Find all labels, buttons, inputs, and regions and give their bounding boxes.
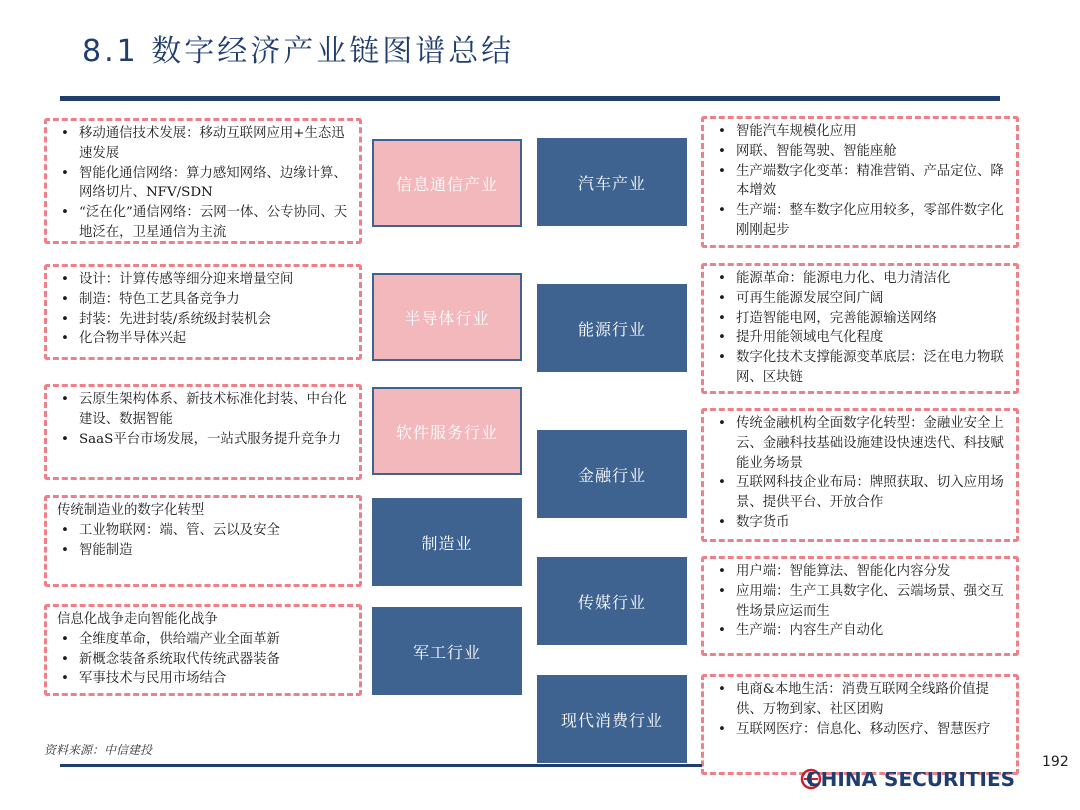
title-divider <box>60 96 1000 101</box>
note-bullet: • 打造智能电网，完善能源输送网络 <box>714 309 1008 329</box>
logo-wordmark: CHINA SECURITIES <box>806 772 1016 788</box>
note-box-consumer <box>701 674 1019 775</box>
category-automotive: 汽车产业 <box>537 138 687 226</box>
category-software: 软件服务行业 <box>372 387 522 475</box>
note-bullet: • 网联、智能驾驶、智能座舱 <box>714 142 1008 162</box>
note-bullet: • 智能制造 <box>57 541 351 561</box>
note-bullet: • 能源革命：能源电力化、电力清洁化 <box>714 269 1008 289</box>
category-manufacturing: 制造业 <box>372 498 522 586</box>
category-consumer: 现代消费行业 <box>537 675 687 763</box>
category-semiconductor: 半导体行业 <box>372 273 522 361</box>
note-bullet: • 设计：计算传感等细分迎来增量空间 <box>57 270 351 290</box>
note-bullet: • 移动通信技术发展：移动互联网应用+生态迅速发展 <box>57 124 351 164</box>
note-bullet: • “泛在化”通信网络：云网一体、公专协同、天地泛在，卫星通信为主流 <box>57 203 351 243</box>
source-note: 资料来源：中信建投 <box>44 743 153 757</box>
page-title: 8.1 数字经济产业链图谱总结 <box>82 34 515 69</box>
note-bullet: • 数字化技术支撑能源变革底层：泛在电力物联网、区块链 <box>714 348 1008 388</box>
note-bullet: • 制造：特色工艺具备竞争力 <box>57 290 351 310</box>
note-box-finance <box>701 408 1019 542</box>
category-ict: 信息通信产业 <box>372 139 522 227</box>
note-bullet: • 新概念装备系统取代传统武器装备 <box>57 650 351 670</box>
note-bullet: • 智能汽车规模化应用 <box>714 122 1008 142</box>
note-box-software <box>44 384 362 480</box>
note-box-automotive <box>701 116 1019 248</box>
note-box-ict <box>44 118 362 244</box>
note-bullet: • 生产端：内容生产自动化 <box>714 621 1008 641</box>
note-bullet: • 提升用能领域电气化程度 <box>714 328 1008 348</box>
note-bullet: • 数字货币 <box>714 513 1008 533</box>
note-bullet: • 可再生能源发展空间广阔 <box>714 289 1008 309</box>
note-bullet: • 互联网医疗：信息化、移动医疗、智慧医疗 <box>714 720 1008 740</box>
category-finance: 金融行业 <box>537 430 687 518</box>
category-military: 军工行业 <box>372 607 522 695</box>
footer-divider <box>60 764 702 767</box>
note-bullet: • 封装：先进封装/系统级封装机会 <box>57 310 351 330</box>
category-energy: 能源行业 <box>537 284 687 372</box>
category-media: 传媒行业 <box>537 557 687 645</box>
note-bullet: • 工业物联网：端、管、云以及安全 <box>57 521 351 541</box>
note-bullet: • SaaS平台市场发展，一站式服务提升竞争力 <box>57 430 351 450</box>
note-bullet: • 云原生架构体系、新技术标准化封装、中台化建设、数据智能 <box>57 390 351 430</box>
note-bullet: • 传统金融机构全面数字化转型：金融业安全上云、金融科技基础设施建设快速迭代、科技赋能业务场景 <box>714 414 1008 473</box>
note-bullet: • 生产端：整车数字化应用较多，零部件数字化刚刚起步 <box>714 201 1008 241</box>
note-bullet: • 全维度革命，供给端产业全面革新 <box>57 630 351 650</box>
note-box-semiconductor <box>44 264 362 360</box>
note-bullet: • 生产端数字化变革：精准营销、产品定位、降本增效 <box>714 162 1008 202</box>
note-lead: 传统制造业的数字化转型 <box>57 503 205 518</box>
note-bullet: • 电商&本地生活：消费互联网全线路价值提供、万物到家、社区团购 <box>714 680 1008 720</box>
page-number: 192 <box>1042 754 1069 770</box>
note-box-energy <box>701 263 1019 394</box>
note-bullet: • 军事技术与民用市场结合 <box>57 669 351 689</box>
note-box-manufacturing <box>44 495 362 587</box>
note-box-media <box>701 556 1019 656</box>
note-bullet: • 智能化通信网络：算力感知网络、边缘计算、网络切片、NFV/SDN <box>57 164 351 204</box>
note-bullet: • 用户端：智能算法、智能化内容分发 <box>714 562 1008 582</box>
note-bullet: • 应用端：生产工具数字化、云端场景、强交互性场景应运而生 <box>714 582 1008 622</box>
note-bullet: • 互联网科技企业布局：牌照获取、切入应用场景、提供平台、开放合作 <box>714 473 1008 513</box>
note-lead: 信息化战争走向智能化战争 <box>57 612 218 627</box>
note-box-military <box>44 604 362 696</box>
note-bullet: • 化合物半导体兴起 <box>57 329 351 349</box>
